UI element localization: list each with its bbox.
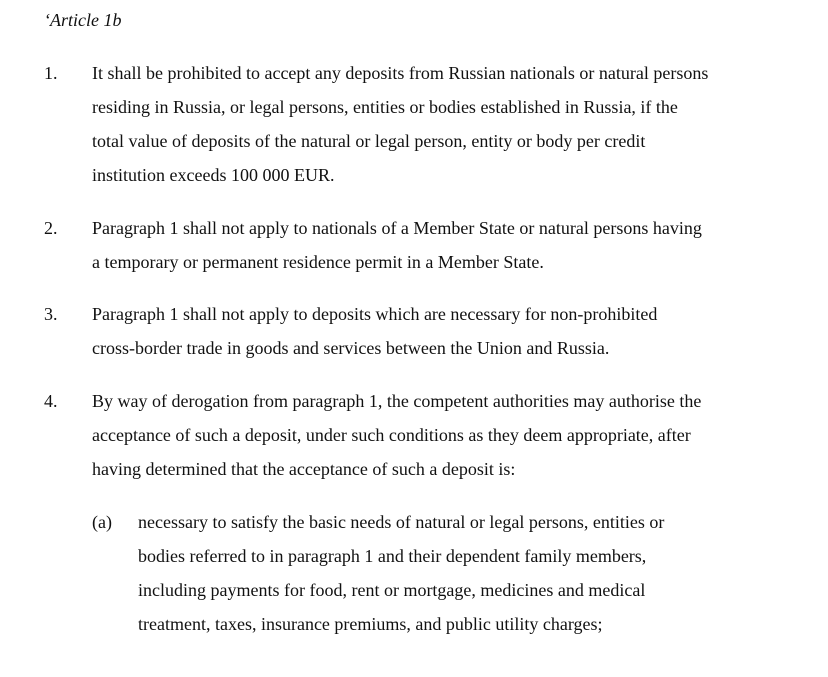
- paragraph-4: [44, 384, 804, 486]
- text-line: bodies referred to in paragraph 1 and their dependent family members,: [138, 546, 647, 566]
- subparagraph-a: [92, 505, 792, 641]
- text-line: having determined that the acceptance of such a deposit is:: [92, 459, 516, 479]
- text-line: total value of deposits of the natural or legal person, entity or body per credit: [92, 131, 646, 151]
- paragraph-2: [44, 211, 804, 279]
- paragraph-1: [44, 56, 804, 192]
- paragraph-number: 2.: [44, 218, 58, 238]
- text-line: cross-border trade in goods and services between the Union and Russia.: [92, 338, 610, 358]
- text-line: acceptance of such a deposit, under such conditions as they deem appropriate, after: [92, 425, 691, 445]
- article-title: ‘Article 1b: [44, 10, 122, 30]
- subparagraph-label: (a): [92, 512, 112, 532]
- paragraph-3: [44, 297, 804, 365]
- text-line: a temporary or permanent residence permit in a Member State.: [92, 252, 544, 272]
- text-line: treatment, taxes, insurance premiums, and public utility charges;: [138, 614, 603, 634]
- text-line: Paragraph 1 shall not apply to deposits which are necessary for non-prohibited: [92, 304, 658, 324]
- text-line: Paragraph 1 shall not apply to nationals of a Member State or natural persons having: [92, 218, 702, 238]
- paragraph-number: 3.: [44, 304, 58, 324]
- text-line: necessary to satisfy the basic needs of natural or legal persons, entities or: [138, 512, 665, 532]
- text-line: including payments for food, rent or mortgage, medicines and medical: [138, 580, 646, 600]
- text-line: By way of derogation from paragraph 1, the competent authorities may authorise the: [92, 391, 702, 411]
- text-line: It shall be prohibited to accept any deposits from Russian nationals or natural persons: [92, 63, 709, 83]
- text-line: institution exceeds 100 000 EUR.: [92, 165, 335, 185]
- text-line: residing in Russia, or legal persons, entities or bodies established in Russia, if the: [92, 97, 678, 117]
- paragraph-number: 1.: [44, 63, 58, 83]
- paragraph-number: 4.: [44, 391, 58, 411]
